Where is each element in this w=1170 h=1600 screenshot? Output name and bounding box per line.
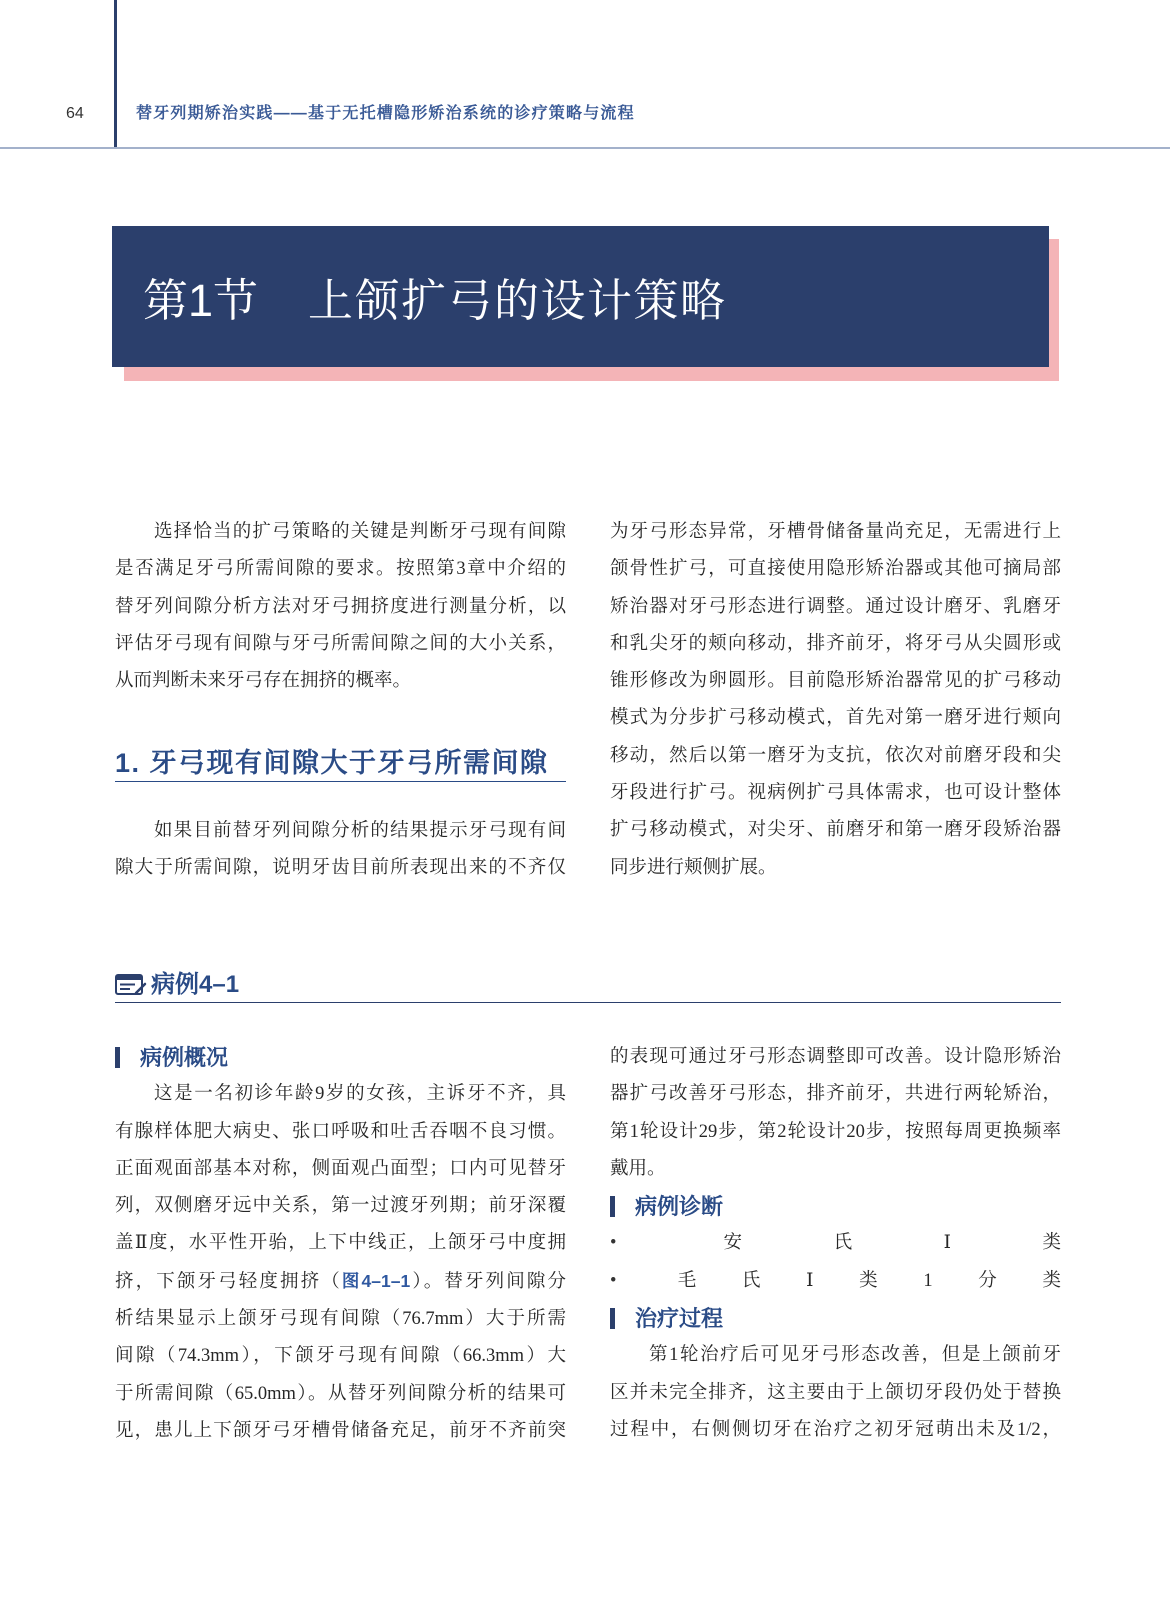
body-text-line: 扩弓移动模式，对尖牙、前磨牙和第一磨牙段矫治器 — [610, 820, 1061, 841]
case-header — [115, 966, 1061, 1003]
intro-paragraph-2 — [115, 813, 566, 888]
body-text-line: 器扩弓改善牙弓形态，排齐前牙，共进行两轮矫治， — [610, 1084, 1061, 1105]
subsection-heading: 1. 牙弓现有间隙大于牙弓所需间隙 — [115, 745, 566, 782]
body-text-line: 评估牙弓现有间隙与牙弓所需间隙之间的大小关系， — [115, 633, 566, 654]
body-text-line: 模式为分步扩弓移动模式，首先对第一磨牙进行颊向 — [610, 708, 1061, 729]
page-number: 64 — [66, 105, 84, 122]
body-text-line: 移动，然后以第一磨牙为支抗，依次对前磨牙段和尖 — [610, 745, 1061, 766]
body-text-line: 选择恰当的扩弓策略的关键是判断牙弓现有间隙 — [154, 522, 566, 542]
body-text-line: 区并未完全排齐，这主要由于上颌切牙段仍处于替换 — [610, 1382, 1061, 1403]
body-text-line: 于所需间隙（65.0mm）。从替牙列间隙分析的结果可 — [115, 1383, 566, 1404]
heading-bar — [610, 1196, 615, 1217]
body-text-line: 第1轮设计29步，第2轮设计20步，按照每周更换频率 — [610, 1121, 1061, 1142]
body-text-line: 盖Ⅱ度，水平性开骀，上下中线正，上颌牙弓中度拥 — [115, 1233, 566, 1254]
body-text-line: 见，患儿上下颌牙弓牙槽骨储备充足，前牙不齐前突 — [115, 1420, 566, 1441]
running-title: 替牙列期矫治实践——基于无托槽隐形矫治系统的诊疗策略与流程 — [136, 105, 635, 122]
case-diagnosis-heading-text: 病例诊断 — [635, 1194, 724, 1220]
body-text-line: 第1轮治疗后可见牙弓形态改善，但是上颌前牙 — [649, 1345, 1061, 1366]
body-text-line: 和乳尖牙的颊向移动，排齐前牙，将牙弓从尖圆形或 — [610, 633, 1061, 654]
body-text-line: 是否满足牙弓所需间隙的要求。按照第3章中介绍的 — [115, 559, 566, 580]
body-text-line: 同步进行颊侧扩展。 — [610, 857, 777, 878]
case-treatment-heading — [610, 1300, 1061, 1337]
body-text-line — [115, 1263, 566, 1301]
text-segment: ）。替牙列间隙分 — [410, 1271, 566, 1292]
diagnosis-list-item: • 毛氏Ⅰ类1分类 — [610, 1263, 1061, 1300]
section-number: 第1节 — [143, 275, 259, 326]
body-text-line: 牙段进行扩弓。视病例扩弓具体需求，也可设计整体 — [610, 783, 1061, 804]
body-text-line: 颌骨性扩弓，可直接使用隐形矫治器或其他可摘局部 — [610, 559, 1061, 580]
section-title-banner — [112, 226, 1049, 367]
body-text-line: 从而判断未来牙弓存在拥挤的概率。 — [115, 671, 412, 692]
case-overview-heading — [115, 1039, 566, 1076]
body-text-line: 析结果显示上颌牙弓现有间隙（76.7mm）大于所需 — [115, 1309, 566, 1330]
body-text-line: 隙大于所需间隙，说明牙齿目前所表现出来的不齐仅 — [115, 858, 566, 879]
body-text-line: 为牙弓形态异常，牙槽骨储备量尚充足，无需进行上 — [610, 522, 1061, 542]
body-text-line: 列，双侧磨牙远中关系，第一过渡牙列期；前牙深覆 — [115, 1196, 566, 1217]
text-segment: 挤，下颌牙弓轻度拥挤（ — [115, 1271, 342, 1292]
body-text-line: 戴用。 — [610, 1158, 666, 1179]
case-treatment-heading-text: 治疗过程 — [635, 1306, 724, 1332]
case-label: 病例4–1 — [151, 971, 240, 998]
header-vertical-rule — [114, 0, 117, 148]
case-diagnosis-heading — [610, 1188, 1061, 1225]
body-text-line: 过程中，右侧侧切牙在治疗之初牙冠萌出未及1/2， — [610, 1419, 1061, 1440]
body-text-line: 有腺样体肥大病史、张口呼吸和吐舌吞咽不良习惯。 — [115, 1121, 566, 1142]
figure-reference: 图4–1–1 — [341, 1270, 411, 1291]
body-text-line: 正面观面部基本对称，侧面观凸面型；口内可见替牙 — [115, 1158, 566, 1179]
case-file-icon — [115, 973, 147, 997]
body-text-line: 间隙（74.3mm），下颌牙弓现有间隙（66.3mm）大 — [115, 1346, 566, 1367]
section-title: 上颌扩弓的设计策略 — [308, 275, 727, 326]
case-overview-heading-text: 病例概况 — [140, 1045, 229, 1070]
body-text-line: 矫治器对牙弓形态进行调整。通过设计磨牙、乳磨牙 — [610, 596, 1061, 617]
case-left-column — [115, 1039, 566, 1450]
intro-paragraph-continued — [610, 514, 1061, 887]
case-right-column — [610, 1039, 1061, 1449]
body-text-line: 如果目前替牙列间隙分析的结果提示牙弓现有间 — [154, 821, 566, 841]
body-text-line: 替牙列间隙分析方法对牙弓拥挤度进行测量分析，以 — [115, 596, 566, 617]
body-text-line: 这是一名初诊年龄9岁的女孩，主诉牙不齐，具 — [154, 1084, 566, 1105]
header-horizontal-rule — [0, 147, 1170, 149]
heading-bar — [115, 1047, 120, 1068]
heading-bar — [610, 1308, 615, 1329]
intro-paragraph-1 — [115, 514, 566, 700]
diagnosis-list-item: • 安氏Ⅰ类 — [610, 1225, 1061, 1262]
body-text-line: 锥形修改为卵圆形。目前隐形矫治器常见的扩弓移动 — [610, 671, 1061, 692]
body-text-line: 的表现可通过牙弓形态调整即可改善。设计隐形矫治 — [610, 1047, 1061, 1067]
